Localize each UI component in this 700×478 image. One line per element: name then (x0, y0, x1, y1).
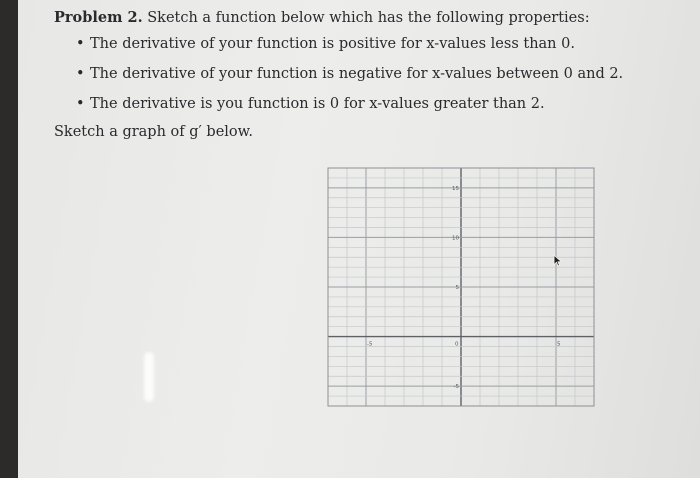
property-text: The derivative is you function is 0 for x-values greater than 2. (90, 96, 545, 112)
bullet-icon: • (76, 96, 85, 112)
property-text: The derivative of your function is positive for x-values less than 0. (90, 36, 575, 52)
x-tick-label: -5 (367, 341, 373, 348)
bullet-icon: • (76, 66, 85, 82)
property-text: The derivative of your function is negative for x-values between 0 and 2. (90, 66, 624, 82)
bullet-icon: • (76, 36, 85, 52)
light-glare (144, 352, 154, 402)
property-list (54, 34, 690, 114)
x-tick-label: 5 (557, 341, 561, 348)
problem-label: Problem 2. (54, 9, 143, 26)
property-item (76, 64, 690, 84)
y-tick-label: 5 (455, 285, 459, 291)
property-item (76, 94, 690, 114)
problem-statement (54, 8, 690, 28)
sketch-instruction: Sketch a graph of g′ below. (54, 124, 253, 140)
problem-text (54, 8, 690, 157)
y-tick-label: 10 (452, 235, 459, 242)
graph-grid[interactable] (310, 160, 600, 412)
y-tick-label: 15 (452, 185, 459, 192)
problem-prompt: Sketch a function below which has the following properties: (147, 10, 590, 26)
worksheet-page (18, 0, 700, 478)
x-tick-label: 0 (455, 341, 459, 348)
y-tick-label: -5 (453, 384, 459, 391)
property-item (76, 34, 690, 54)
